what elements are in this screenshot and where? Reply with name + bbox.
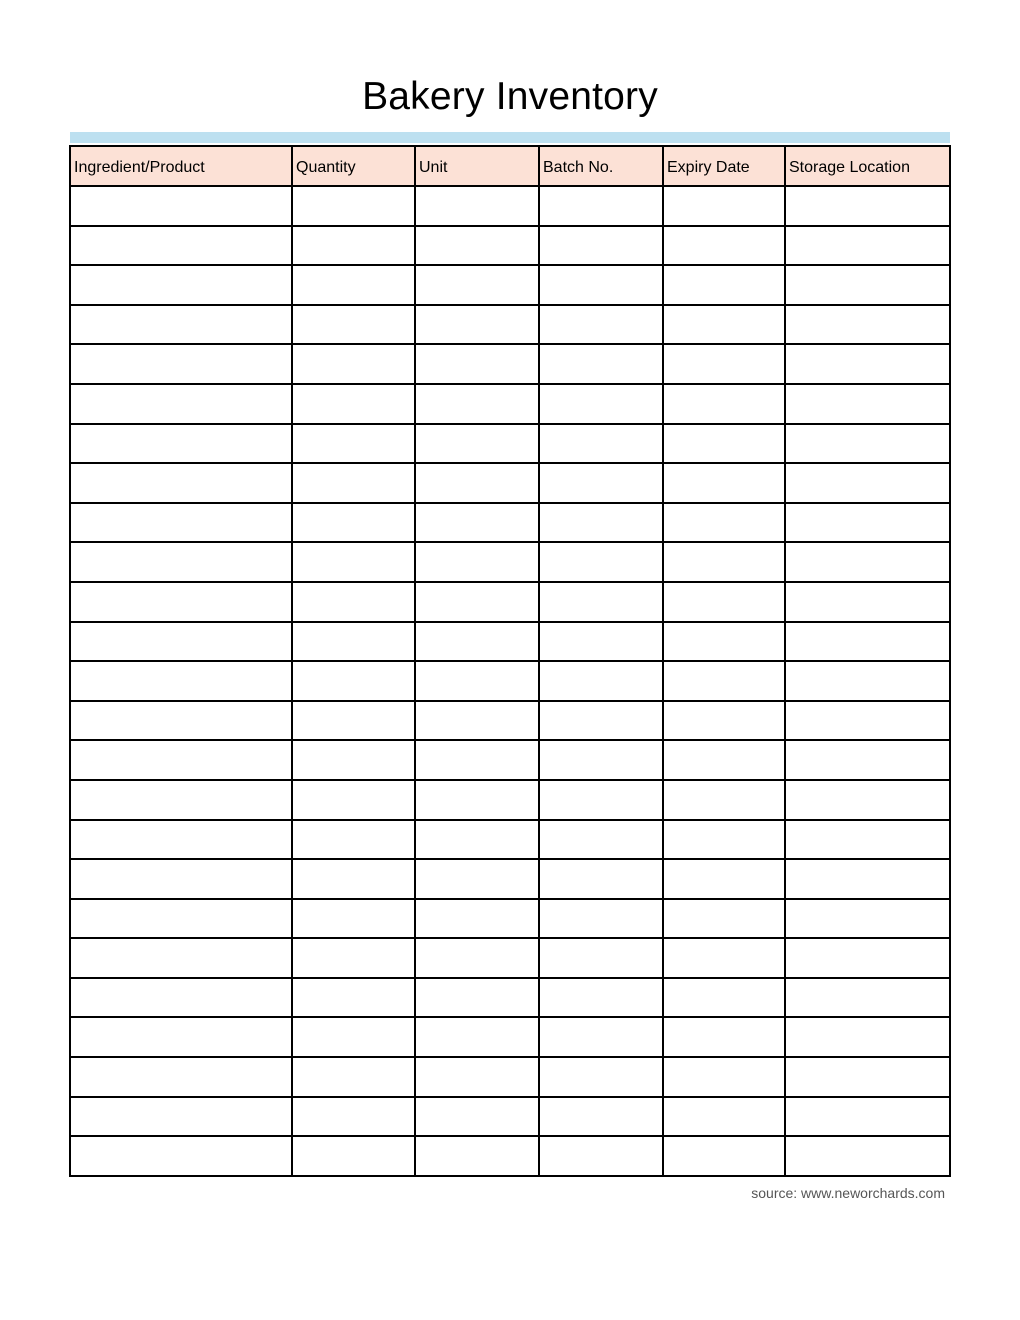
table-cell[interactable] [292, 780, 415, 820]
table-cell[interactable] [70, 938, 292, 978]
table-cell[interactable] [415, 1136, 539, 1176]
table-cell[interactable] [70, 740, 292, 780]
column-header-unit: Unit [415, 146, 539, 186]
table-cell[interactable] [663, 740, 785, 780]
table-row [70, 740, 950, 780]
table-cell[interactable] [415, 899, 539, 939]
table-cell[interactable] [663, 780, 785, 820]
table-row [70, 542, 950, 582]
table-cell[interactable] [415, 978, 539, 1018]
table-cell[interactable] [785, 701, 950, 741]
table-cell[interactable] [785, 463, 950, 503]
table-cell[interactable] [663, 503, 785, 543]
column-header-ingredient-product: Ingredient/Product [70, 146, 292, 186]
table-cell[interactable] [785, 384, 950, 424]
table-cell[interactable] [785, 186, 950, 226]
table-cell[interactable] [539, 582, 663, 622]
table-row [70, 899, 950, 939]
table-cell[interactable] [415, 226, 539, 266]
table-cell[interactable] [539, 1017, 663, 1057]
table-header-row [70, 146, 950, 186]
table-cell[interactable] [539, 503, 663, 543]
table-cell[interactable] [292, 899, 415, 939]
table-cell[interactable] [70, 424, 292, 464]
table-cell[interactable] [70, 226, 292, 266]
table-cell[interactable] [539, 305, 663, 345]
table-cell[interactable] [415, 582, 539, 622]
table-cell[interactable] [292, 1017, 415, 1057]
table-cell[interactable] [292, 859, 415, 899]
table-cell[interactable] [785, 503, 950, 543]
table-cell[interactable] [785, 1097, 950, 1137]
title-accent-bar [70, 132, 950, 143]
table-cell[interactable] [292, 226, 415, 266]
table-cell[interactable] [785, 226, 950, 266]
table-cell[interactable] [415, 344, 539, 384]
table-cell[interactable] [70, 701, 292, 741]
table-cell[interactable] [785, 978, 950, 1018]
table-cell[interactable] [292, 820, 415, 860]
table-cell[interactable] [292, 978, 415, 1018]
table-cell[interactable] [415, 503, 539, 543]
table-cell[interactable] [663, 859, 785, 899]
table-row [70, 701, 950, 741]
table-cell[interactable] [292, 463, 415, 503]
table-cell[interactable] [292, 424, 415, 464]
table-row [70, 503, 950, 543]
column-header-batch-no: Batch No. [539, 146, 663, 186]
table-cell[interactable] [70, 978, 292, 1018]
table-row [70, 384, 950, 424]
table-cell[interactable] [785, 1057, 950, 1097]
table-row [70, 1057, 950, 1097]
table-cell[interactable] [785, 740, 950, 780]
table-cell[interactable] [415, 1017, 539, 1057]
table-cell[interactable] [663, 1136, 785, 1176]
table-cell[interactable] [539, 384, 663, 424]
table-cell[interactable] [292, 503, 415, 543]
table-cell[interactable] [785, 859, 950, 899]
table-cell[interactable] [70, 1136, 292, 1176]
table-cell[interactable] [415, 463, 539, 503]
table-cell[interactable] [663, 226, 785, 266]
table-cell[interactable] [539, 859, 663, 899]
table-cell[interactable] [785, 582, 950, 622]
table-row [70, 186, 950, 226]
table-cell[interactable] [663, 899, 785, 939]
table-body [70, 186, 950, 1176]
table-cell[interactable] [663, 661, 785, 701]
table-cell[interactable] [539, 780, 663, 820]
table-cell[interactable] [785, 938, 950, 978]
table-cell[interactable] [785, 1017, 950, 1057]
table-cell[interactable] [415, 661, 539, 701]
table-cell[interactable] [292, 938, 415, 978]
table-cell[interactable] [539, 661, 663, 701]
table-cell[interactable] [70, 1017, 292, 1057]
table-cell[interactable] [663, 582, 785, 622]
table-row [70, 780, 950, 820]
table-row [70, 859, 950, 899]
table-row [70, 1097, 950, 1137]
table-cell[interactable] [539, 820, 663, 860]
table-cell[interactable] [663, 265, 785, 305]
table-row [70, 661, 950, 701]
table-cell[interactable] [663, 1097, 785, 1137]
table-cell[interactable] [663, 305, 785, 345]
column-header-storage-location: Storage Location [785, 146, 950, 186]
table-cell[interactable] [415, 740, 539, 780]
table-cell[interactable] [663, 938, 785, 978]
table-cell[interactable] [415, 542, 539, 582]
table-cell[interactable] [70, 265, 292, 305]
table-cell[interactable] [539, 740, 663, 780]
table-cell[interactable] [785, 542, 950, 582]
column-header-expiry-date: Expiry Date [663, 146, 785, 186]
table-row [70, 344, 950, 384]
table-cell[interactable] [415, 424, 539, 464]
inventory-table [69, 145, 951, 1177]
table-cell[interactable] [785, 661, 950, 701]
table-cell[interactable] [663, 463, 785, 503]
table-cell[interactable] [292, 1136, 415, 1176]
table-cell[interactable] [785, 305, 950, 345]
table-row [70, 820, 950, 860]
table-row [70, 582, 950, 622]
table-cell[interactable] [415, 820, 539, 860]
table-cell[interactable] [70, 899, 292, 939]
table-cell[interactable] [70, 582, 292, 622]
table-cell[interactable] [70, 820, 292, 860]
table-cell[interactable] [70, 542, 292, 582]
table-row [70, 938, 950, 978]
table-cell[interactable] [292, 740, 415, 780]
table-cell[interactable] [292, 344, 415, 384]
table-cell[interactable] [415, 384, 539, 424]
table-cell[interactable] [415, 780, 539, 820]
table-cell[interactable] [785, 344, 950, 384]
table-cell[interactable] [663, 1057, 785, 1097]
table-cell[interactable] [292, 305, 415, 345]
table-row [70, 463, 950, 503]
table-cell[interactable] [785, 424, 950, 464]
table-cell[interactable] [415, 186, 539, 226]
table-cell[interactable] [415, 1057, 539, 1097]
table-cell[interactable] [785, 899, 950, 939]
table-cell[interactable] [539, 1097, 663, 1137]
table-cell[interactable] [415, 701, 539, 741]
table-cell[interactable] [539, 899, 663, 939]
table-cell[interactable] [70, 622, 292, 662]
source-note: source: www.neworchards.com [751, 1185, 945, 1201]
table-cell[interactable] [70, 859, 292, 899]
table-cell[interactable] [539, 622, 663, 662]
table-cell[interactable] [785, 820, 950, 860]
table-cell[interactable] [539, 542, 663, 582]
table-row [70, 424, 950, 464]
table-cell[interactable] [70, 1097, 292, 1137]
column-header-quantity: Quantity [292, 146, 415, 186]
table-cell[interactable] [70, 661, 292, 701]
table-cell[interactable] [539, 701, 663, 741]
table-cell[interactable] [70, 305, 292, 345]
table-cell[interactable] [539, 978, 663, 1018]
table-cell[interactable] [292, 1057, 415, 1097]
table-cell[interactable] [70, 344, 292, 384]
table-cell[interactable] [539, 265, 663, 305]
table-cell[interactable] [70, 780, 292, 820]
table-cell[interactable] [539, 344, 663, 384]
table-cell[interactable] [663, 622, 785, 662]
table-cell[interactable] [70, 503, 292, 543]
table-cell[interactable] [415, 305, 539, 345]
table-cell[interactable] [539, 424, 663, 464]
table-row [70, 622, 950, 662]
table-cell[interactable] [539, 938, 663, 978]
table-cell[interactable] [292, 582, 415, 622]
table-cell[interactable] [70, 384, 292, 424]
table-cell[interactable] [785, 622, 950, 662]
table-cell[interactable] [539, 1057, 663, 1097]
table-cell[interactable] [539, 1136, 663, 1176]
table-cell[interactable] [663, 542, 785, 582]
table-cell[interactable] [415, 1097, 539, 1137]
table-cell[interactable] [663, 384, 785, 424]
table-cell[interactable] [539, 186, 663, 226]
table-cell[interactable] [663, 701, 785, 741]
table-cell[interactable] [415, 265, 539, 305]
table-row [70, 265, 950, 305]
table-cell[interactable] [785, 265, 950, 305]
table-cell[interactable] [292, 542, 415, 582]
table-cell[interactable] [415, 859, 539, 899]
table-cell[interactable] [663, 978, 785, 1018]
table-cell[interactable] [292, 265, 415, 305]
page-title: Bakery Inventory [362, 75, 658, 118]
table-cell[interactable] [785, 780, 950, 820]
table-row [70, 305, 950, 345]
table-cell[interactable] [415, 622, 539, 662]
table-cell[interactable] [70, 463, 292, 503]
table-cell[interactable] [292, 701, 415, 741]
table-cell[interactable] [70, 1057, 292, 1097]
table-cell[interactable] [539, 463, 663, 503]
table-cell[interactable] [663, 424, 785, 464]
table-row [70, 226, 950, 266]
table-cell[interactable] [663, 820, 785, 860]
table-cell[interactable] [70, 186, 292, 226]
table-cell[interactable] [663, 344, 785, 384]
table-cell[interactable] [292, 186, 415, 226]
table-row [70, 1017, 950, 1057]
table-cell[interactable] [539, 226, 663, 266]
table-cell[interactable] [292, 384, 415, 424]
table-cell[interactable] [292, 1097, 415, 1137]
table-cell[interactable] [663, 186, 785, 226]
table-cell[interactable] [785, 1136, 950, 1176]
table-row [70, 1136, 950, 1176]
table-cell[interactable] [663, 1017, 785, 1057]
table-cell[interactable] [292, 661, 415, 701]
table-cell[interactable] [292, 622, 415, 662]
table-row [70, 978, 950, 1018]
table-cell[interactable] [415, 938, 539, 978]
